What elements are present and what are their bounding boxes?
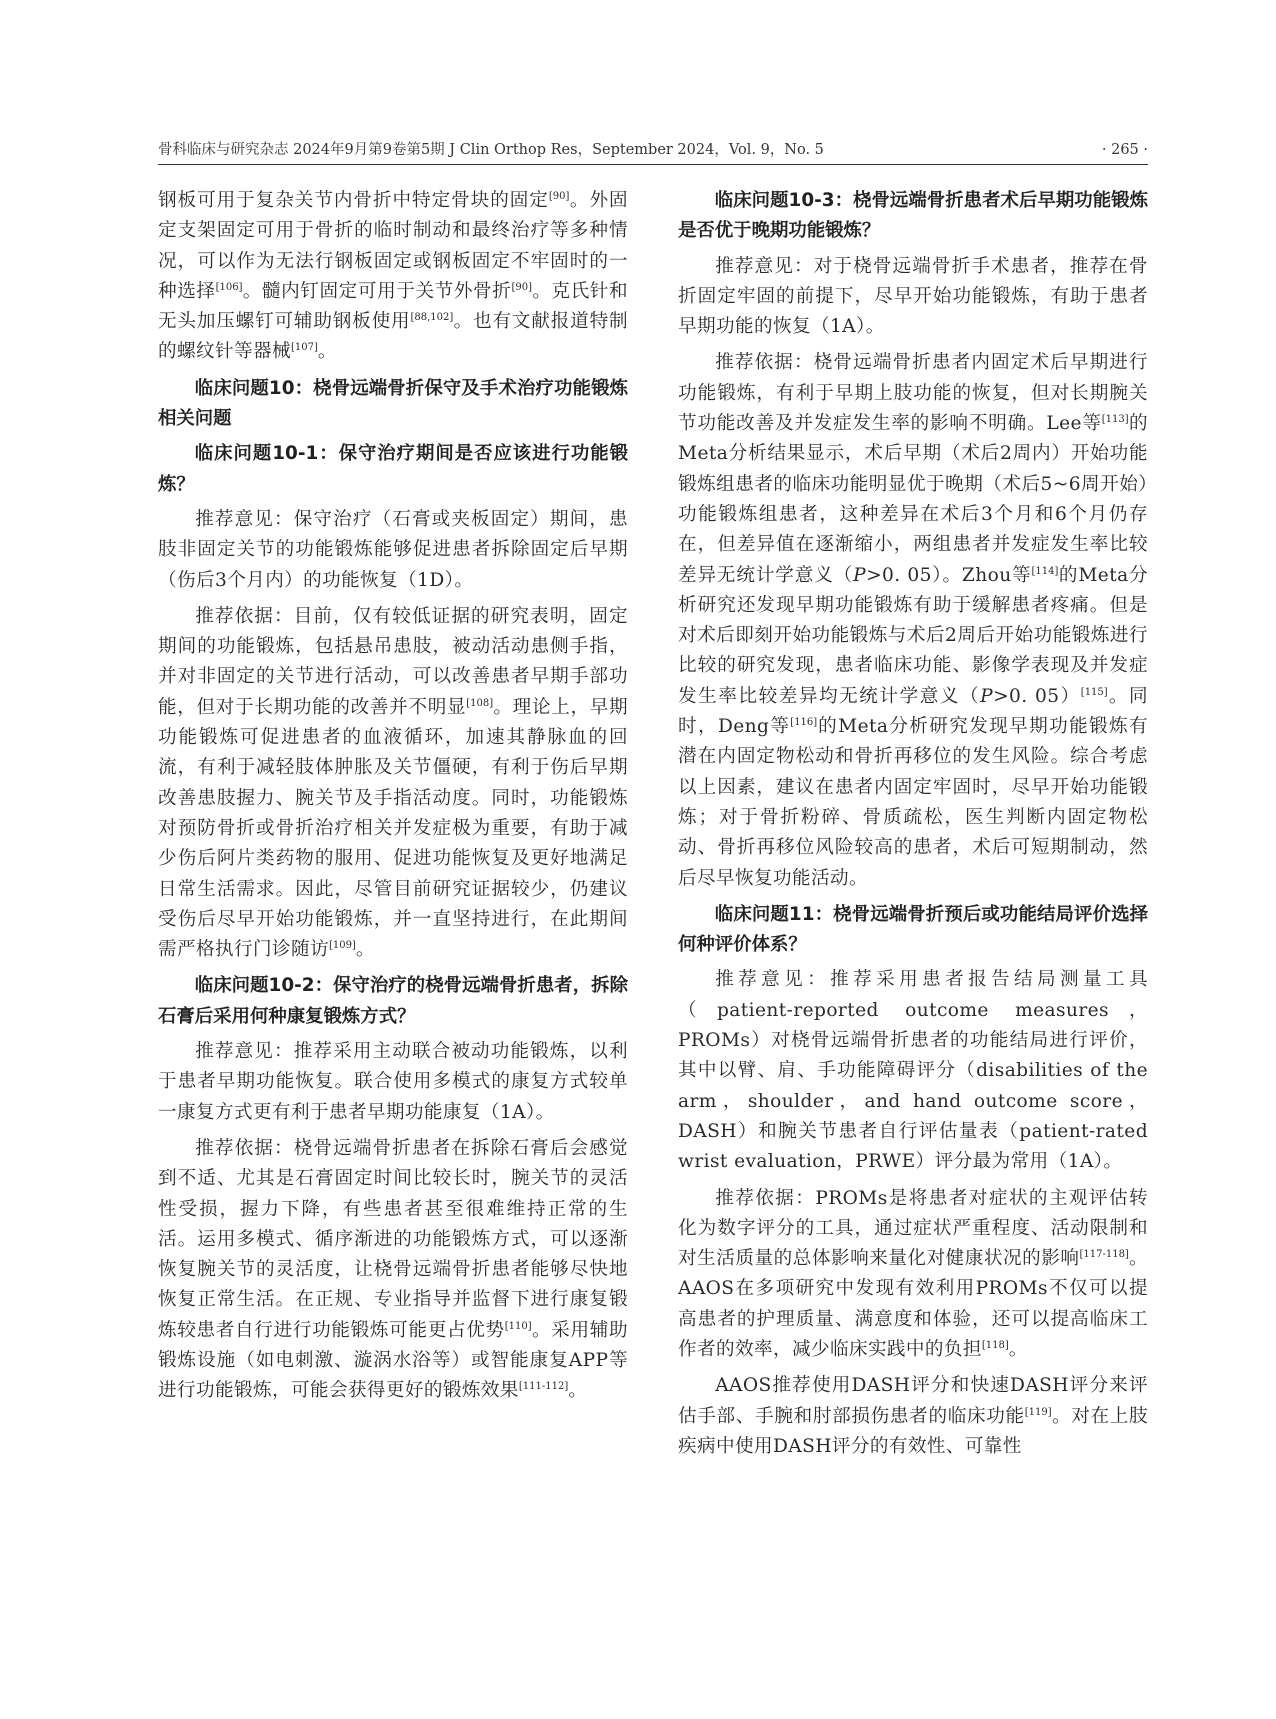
page-number: · 265 · — [1101, 142, 1148, 158]
citation: [106] — [215, 281, 243, 293]
running-header — [158, 137, 1148, 163]
citation: [113] — [1101, 414, 1129, 426]
paragraph-fixation: 钢板可用于复杂关节内骨折中特定骨块的固定[90]。外固定支架固定可用于骨折的临时制动和最终治疗等多种情况，可以作为无法行钢板固定或钢板固定不牢固时的一种选择[106]。髓内钉固定可用于关节外骨折[90]。克氏针和无头加压螺钉可辅助钢板使用[88,102]。也有文献报道特制的螺纹针等器械[107]。 — [158, 190, 628, 363]
heading-question-10-2: 临床问题10-2：保守治疗的桡骨远端骨折患者，拆除石膏后采用何种康复锻炼方式？ — [158, 975, 628, 1027]
basis-10-1: 推荐依据：目前，仅有较低证据的研究表明，固定期间的功能锻炼，包括悬吊患肢，被动活动患侧手指，并对非固定的关节进行活动，可以改善患者早期手部功能，但对于长期功能的改善并不明显[108]。理论上，早期功能锻炼可促进患者的血液循环，加速其静脉血的回流，有利于减轻肢体肿胀及关节僵硬，有利于伤后早期改善患肢握力、腕关节及手指活动度。同时，功能锻炼对预防骨折或骨折治疗相关并发症极为重要，有助于减少伤后阿片类药物的服用、促进功能恢复及更好地满足日常生活需求。因此，尽管目前研究证据较少，仍建议受伤后尽早开始功能锻炼，并一直坚持进行，在此期间需严格执行门诊随访[109]。 — [158, 605, 628, 961]
label: 推荐意见： — [195, 508, 294, 530]
citation: [107] — [290, 342, 318, 354]
citation: [108] — [466, 697, 494, 709]
citation: [114] — [1031, 565, 1059, 577]
basis-10-3: 推荐依据：桡骨远端骨折患者内固定术后早期进行功能锻炼，有利于早期上肢功能的恢复，但对长期腕关节功能改善及并发症发生率的影响不明确。Lee等[113]的Meta分析结果显示，术后早期（术后2周内）开始功能锻炼组患者的临床功能明显优于晚期（术后5~6周开始）功能锻炼组患者，这种差异在术后3个月和6个月仍存在，但差异值在逐渐缩小，两组患者并发症发生率比较差异无统计学意义（P>0. 05）。Zhou等[114]的Meta分析研究还发现早期功能锻炼有助于缓解患者疼痛。但是对术后即刻开始功能锻炼与术后2周后开始功能锻炼进行比较的研究发现，患者临床功能、影像学表现及并发症发生率比较差异均无统计学意义（P>0. 05）[115]。同时，Deng等[116]的Meta分析研究发现早期功能锻炼有潜在内固定物松动和骨折再移位的发生风险。综合考虑以上因素，建议在患者内固定牢固时，尽早开始功能锻炼；对于骨折粉碎、骨质疏松，医生判断内固定物松动、骨折再移位风险较高的患者，术后可短期制动，然后尽早恢复功能活动。 — [678, 352, 1148, 889]
journal-citation: 骨科临床与研究杂志 2024年9月第9卷第5期 J Clin Orthop Res，September 2024，Vol. 9，No. 5 — [158, 142, 824, 158]
recommendation-10-1: 推荐意见：保守治疗（石膏或夹板固定）期间，患肢非固定关节的功能锻炼能够促进患者拆除固定后早期（伤后3个月内）的功能恢复（1D）。 — [158, 508, 628, 591]
heading-question-10-3: 临床问题10-3：桡骨远端骨折患者术后早期功能锻炼是否优于晚期功能锻炼？ — [678, 190, 1148, 242]
basis-10-2: 推荐依据：桡骨远端骨折患者在拆除石膏后会感觉到不适、尤其是石膏固定时间比较长时，腕关节的灵活性受损，握力下降，有些患者甚至很难维持正常的生活。运用多模式、循序渐进的功能锻炼方式，可以逐渐恢复腕关节的灵活度，让桡骨远端骨折患者能够尽快地恢复正常生活。在正规、专业指导并监督下进行康复锻炼较患者自行进行功能锻炼可能更占优势[110]。采用辅助锻炼设施（如电刺激、漩涡水浴等）或智能康复APP等进行功能锻炼，可能会获得更好的锻炼效果[111-112]。 — [158, 1137, 628, 1402]
basis-11: 推荐依据：PROMs是将患者对症状的主观评估转化为数字评分的工具，通过症状严重程度、活动限制和对生活质量的总体影响来量化对健康状况的影响[117-118]。AAOS在多项研究中发现有效利用PROMs不仅可以提高患者的护理质量、满意度和体验，还可以提高临床工作者的效率，减少临床实践中的负担[118]。 — [678, 1187, 1148, 1360]
label: 推荐意见： — [195, 1041, 294, 1063]
recommendation-10-2: 推荐意见：推荐采用主动联合被动功能锻炼，以利于患者早期功能恢复。联合使用多模式的康复方式较单一康复方式更有利于患者早期功能康复（1A）。 — [158, 1041, 628, 1123]
right-column — [678, 186, 1148, 1686]
recommendation-10-3: 推荐意见：对于桡骨远端骨折手术患者，推荐在骨折固定牢固的前提下，尽早开始功能锻炼，有助于患者早期功能的恢复（1A）。 — [678, 255, 1148, 338]
p-value-symbol: P — [853, 564, 867, 586]
citation: [109] — [328, 940, 356, 952]
heading-question-10-1: 临床问题10-1：保守治疗期间是否应该进行功能锻炼？ — [158, 443, 628, 495]
left-column — [158, 186, 628, 1686]
recommendation-11: 推荐意见：推荐采用患者报告结局测量工具（patient-reported outcome measures，PROMs）对桡骨远端骨折患者的功能结局进行评价，其中以臂、肩、手功能障碍评分（disabilities of the arm，shoulder，and hand outcome score，DASH）和腕关节患者自行评估量表（patient-rated wrist evaluation，PRWE）评分最为常用（1A）。 — [678, 969, 1148, 1173]
citation: [115] — [1080, 686, 1108, 698]
label: 推荐依据： — [715, 1187, 816, 1209]
heading-question-10: 临床问题10：桡骨远端骨折保守及手术治疗功能锻炼相关问题 — [158, 377, 628, 430]
heading-question-11: 临床问题11：桡骨远端骨折预后或功能结局评价选择何种评价体系？ — [678, 903, 1148, 956]
p-value-symbol: P — [980, 685, 994, 707]
label: 推荐依据： — [715, 352, 814, 374]
paragraph-dash: AAOS推荐使用DASH评分和快速DASH评分来评估手部、手腕和肘部损伤患者的临床功能[119]。对在上肢疾病中使用DASH评分的有效性、可靠性 — [678, 1375, 1148, 1457]
citation: [90] — [548, 191, 570, 202]
citation: [90] — [511, 281, 532, 293]
citation: [119] — [1024, 1406, 1052, 1418]
label: 推荐依据： — [195, 605, 294, 627]
citation: [88,102] — [410, 312, 454, 324]
label: 推荐依据： — [195, 1137, 294, 1159]
label: 推荐意见： — [715, 255, 814, 277]
citation: [117-118] — [1079, 1249, 1129, 1261]
citation: [110] — [504, 1320, 532, 1332]
citation: [111-112] — [518, 1381, 569, 1393]
header-rule — [158, 164, 1148, 165]
citation: [118] — [981, 1339, 1009, 1351]
label: 推荐意见： — [715, 969, 831, 991]
citation: [116] — [790, 717, 818, 729]
